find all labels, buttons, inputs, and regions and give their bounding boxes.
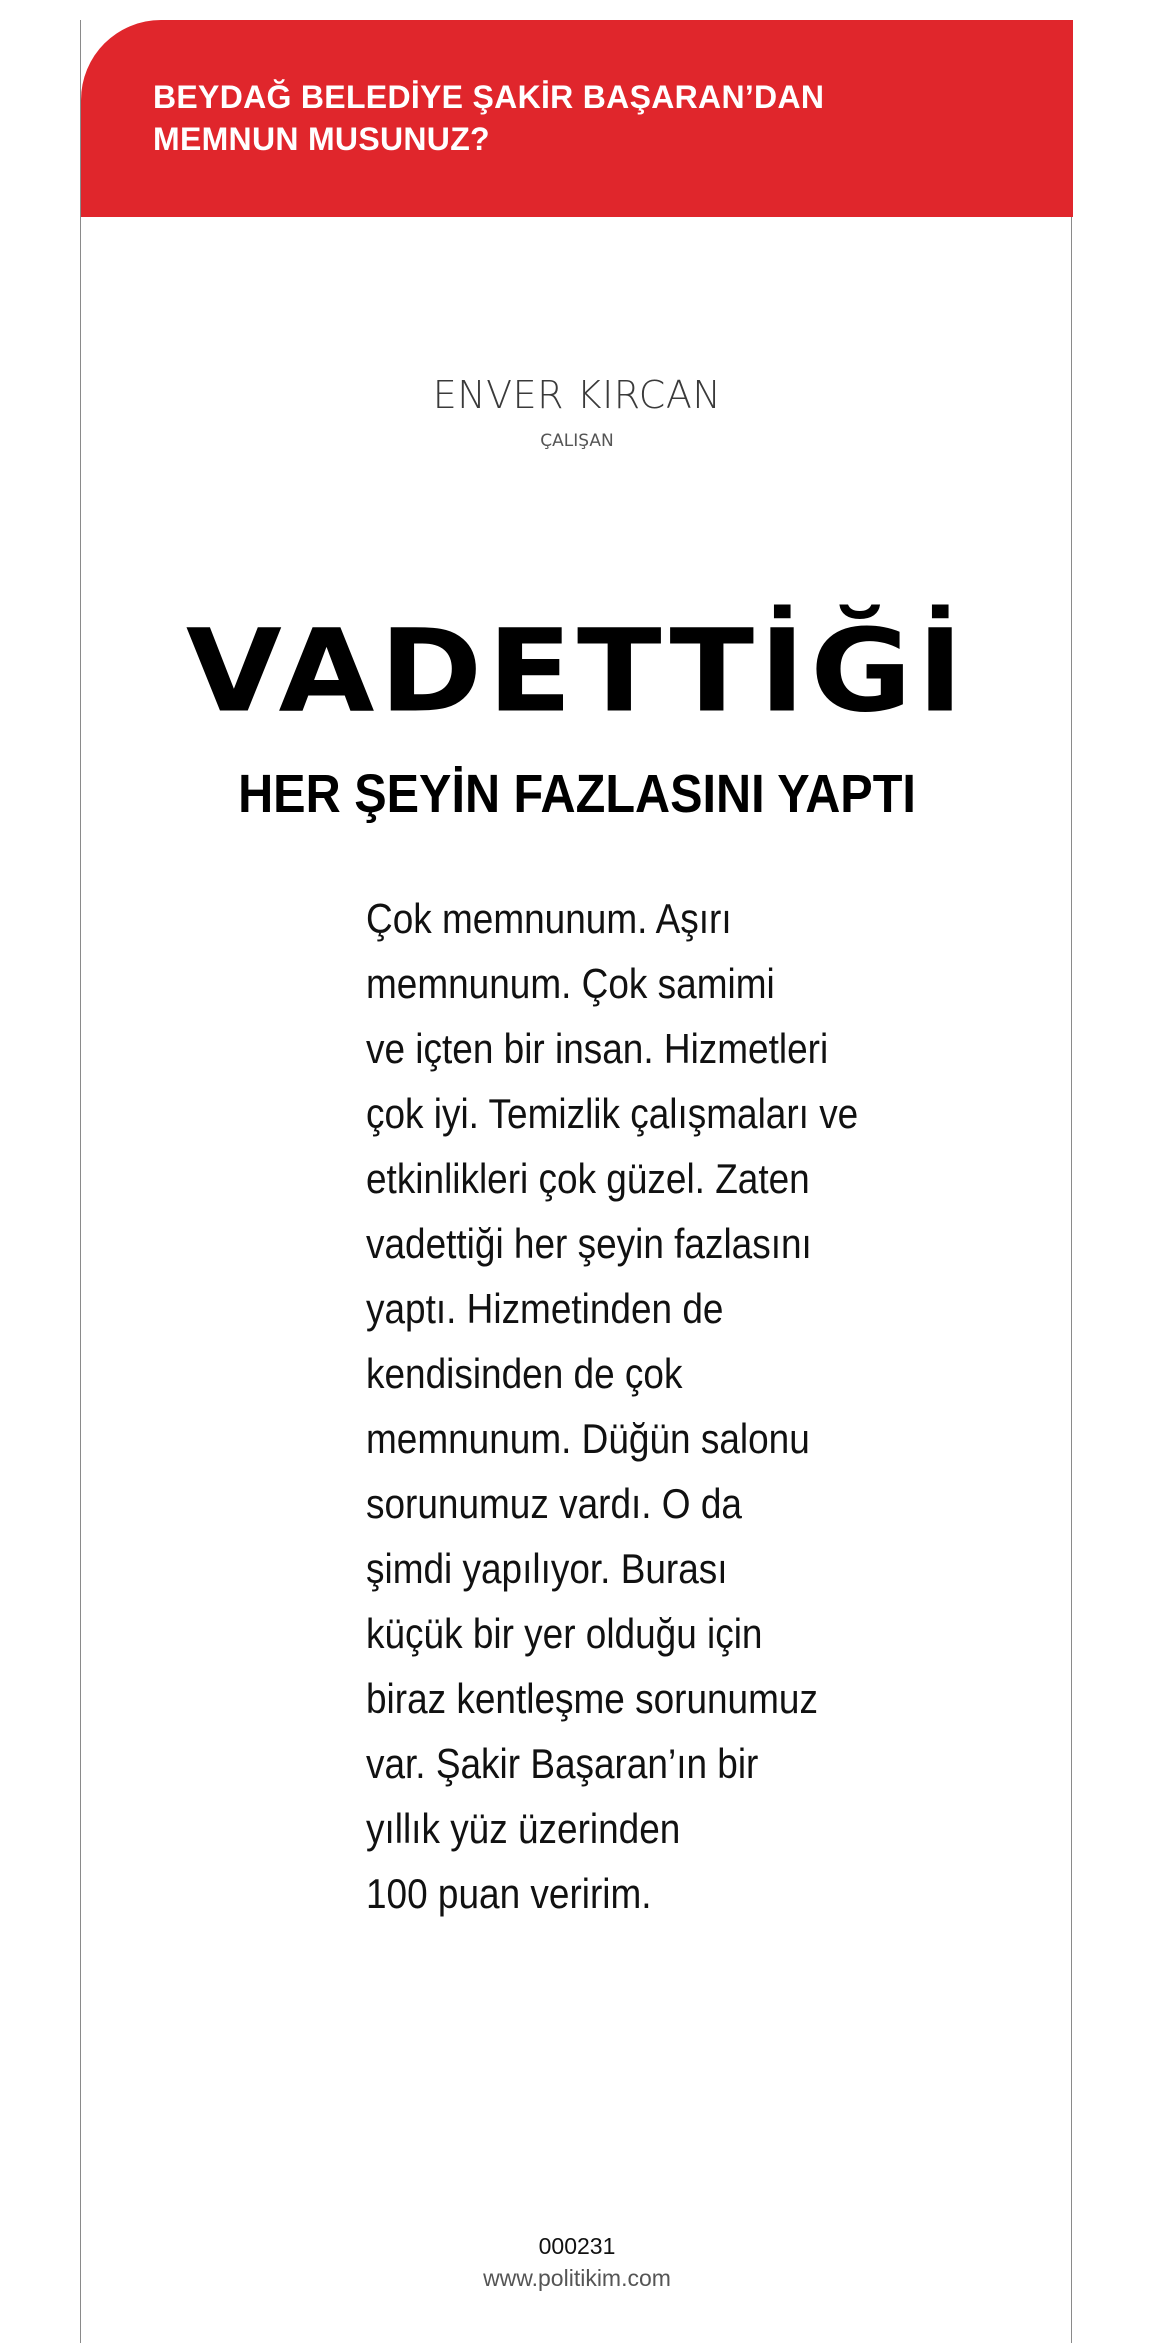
quote-line: etkinlikleri çok güzel. Zaten xyxy=(366,1155,810,1202)
quote-line: küçük bir yer olduğu için xyxy=(366,1610,763,1657)
quote-line: yıllık yüz üzerinden xyxy=(366,1805,681,1852)
headline-sub: HER ŞEYİN FAZLASINI YAPTI xyxy=(238,764,916,824)
quote-line: şimdi yapılıyor. Burası xyxy=(366,1545,728,1592)
quote-line: sorunumuz vardı. O da xyxy=(366,1480,742,1527)
quote-line: memnunum. Düğün salonu xyxy=(366,1415,810,1462)
header-banner xyxy=(81,20,1073,217)
quote-line: biraz kentleşme sorunumuz xyxy=(366,1675,818,1722)
headline-main: VADETTİĞİ xyxy=(185,605,969,739)
interview-card xyxy=(80,20,1072,2343)
quote-line: 100 puan veririm. xyxy=(366,1870,652,1917)
person-name: ENVER KIRCAN xyxy=(432,373,722,417)
footer-url[interactable]: www.politikim.com xyxy=(483,2265,671,2291)
quote-line: vadettiği her şeyin fazlasını xyxy=(366,1220,812,1267)
quote-line: Çok memnunum. Aşırı xyxy=(366,895,732,942)
banner-title-line-2: MEMNUN MUSUNUZ? xyxy=(153,121,490,157)
banner-title-line-1: BEYDAĞ BELEDİYE ŞAKİR BAŞARAN’DAN xyxy=(153,79,825,115)
person-role: ÇALIŞAN xyxy=(540,431,614,451)
quote-line: çok iyi. Temizlik çalışmaları ve xyxy=(366,1090,859,1137)
banner-title xyxy=(153,76,1033,160)
quote-line: var. Şakir Başaran’ın bir xyxy=(366,1740,759,1787)
quote-text xyxy=(366,886,912,1926)
quote-line: ve içten bir insan. Hizmetleri xyxy=(366,1025,829,1072)
quote-line: memnunum. Çok samimi xyxy=(366,960,775,1007)
quote-line: kendisinden de çok xyxy=(366,1350,683,1397)
quote-line: yaptı. Hizmetinden de xyxy=(366,1285,724,1332)
footer-code: 000231 xyxy=(538,2233,616,2259)
